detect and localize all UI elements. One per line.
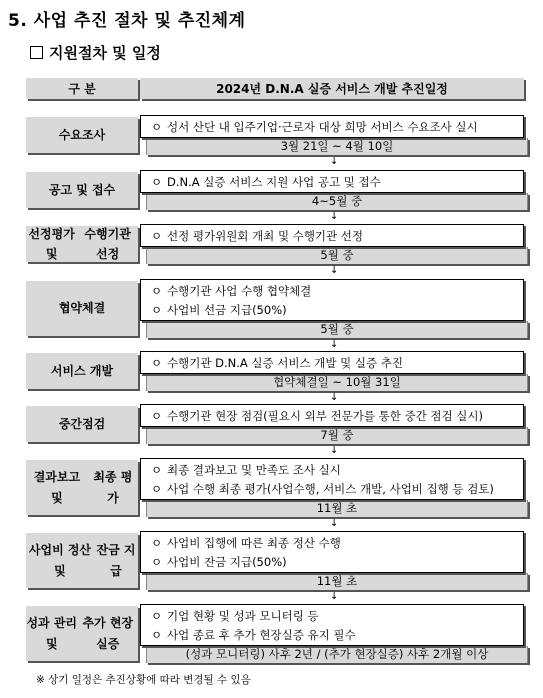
bullet-icon: ㅇ: [151, 303, 163, 317]
process-step-period: 협약체결일 ~ 10월 31일: [146, 374, 528, 391]
process-step-label-line: 수행기관 선정: [84, 226, 131, 261]
list-item-text: 사업 수행 최종 평가(사업수행, 서비스 개발, 사업비 집행 등 검토): [167, 482, 494, 496]
process-step-period: 7월 중: [146, 427, 528, 444]
process-step-label-line: 선정평가 및: [28, 226, 75, 261]
down-arrow-icon: ↓: [330, 518, 339, 529]
bullet-icon: ㅇ: [151, 482, 163, 496]
list-item: [151, 626, 523, 645]
bullet-icon: ㅇ: [151, 536, 163, 550]
list-item: [151, 227, 523, 246]
process-step-label-line: 공고 및 접수: [48, 182, 116, 197]
table-header-schedule: 2024년 D.N.A 실증 서비스 개발 추진일정: [140, 78, 524, 99]
process-step-label: [26, 117, 138, 153]
list-item-text: 수행기관 D.N.A 실증 서비스 개발 및 실증 추진: [167, 356, 403, 370]
list-item-text: 수행기관 현장 점검(필요시 외부 전문가를 통한 중간 점검 실시): [167, 409, 483, 423]
process-step-items: [140, 531, 524, 573]
process-step-label-line: 수요조사: [58, 127, 106, 142]
list-item-text: 사업 종료 후 추가 현장실증 유지 필수: [167, 628, 356, 642]
bullet-icon: ㅇ: [151, 284, 163, 298]
down-arrow-icon: ↓: [330, 156, 339, 167]
process-step-content: [140, 115, 524, 155]
process-step-items: [140, 351, 524, 374]
list-item-text: 성서 산단 내 입주기업·근로자 대상 희망 서비스 수요조사 실시: [167, 120, 478, 134]
list-item-text: 사업비 집행에 따른 최종 정산 수행: [167, 536, 341, 550]
bullet-icon: ㅇ: [151, 609, 163, 623]
process-step-content: [140, 224, 524, 264]
bullet-icon: ㅇ: [151, 555, 163, 569]
process-step-label: [26, 460, 138, 515]
list-item-text: 사업비 선금 지급(50%): [167, 303, 287, 317]
table-header-category: 구 분: [26, 78, 138, 99]
process-step-items: [140, 404, 524, 427]
bullet-icon: ㅇ: [151, 628, 163, 642]
list-item: [151, 282, 523, 301]
list-item: [151, 118, 523, 137]
list-item: [151, 480, 523, 499]
list-item: [151, 607, 523, 626]
process-step-label: [26, 533, 138, 588]
list-item: [151, 553, 523, 572]
bullet-icon: ㅇ: [151, 120, 163, 134]
down-arrow-icon: ↓: [330, 265, 339, 276]
process-step-content: [140, 170, 524, 210]
down-arrow-icon: ↓: [330, 211, 339, 222]
process-step-items: [140, 458, 524, 500]
process-step-label: [26, 606, 138, 661]
list-item-text: 수행기관 사업 수행 협약체결: [167, 284, 312, 298]
process-step-label: [26, 353, 138, 389]
process-step-items: [140, 115, 524, 138]
list-item: [151, 461, 523, 480]
process-step-label: [26, 226, 138, 262]
process-step-items: [140, 279, 524, 321]
checkbox-square-icon: [30, 46, 43, 59]
process-step-period: 11월 초: [146, 500, 528, 517]
footnote: ※ 상기 일정은 추진상황에 따라 변경될 수 있음: [36, 674, 251, 686]
bullet-icon: ㅇ: [151, 356, 163, 370]
list-item: [151, 407, 523, 426]
process-step-label-line: 서비스 개발: [50, 363, 114, 378]
process-step-content: [140, 351, 524, 391]
bullet-icon: ㅇ: [151, 175, 163, 189]
subsection-title-text: 지원절차 및 일정: [49, 44, 161, 62]
subsection-title: [30, 42, 161, 63]
process-step-items: [140, 604, 524, 646]
list-item-text: 사업비 잔금 지급(50%): [167, 555, 287, 569]
process-step-items: [140, 224, 524, 247]
process-step-period: 5월 중: [146, 321, 528, 338]
list-item: [151, 301, 523, 320]
list-item-text: 선정 평가위원회 개최 및 수행기관 선정: [167, 229, 364, 243]
process-step-label: [26, 281, 138, 336]
down-arrow-icon: ↓: [330, 339, 339, 350]
process-step-label-line: 사업비 정산 및: [28, 543, 92, 578]
list-item-text: D.N.A 실증 서비스 지원 사업 공고 및 접수: [167, 175, 381, 189]
process-step-label-line: 성과 관리 및: [26, 616, 78, 651]
process-step-label: [26, 172, 138, 208]
process-step-content: [140, 279, 524, 338]
bullet-icon: ㅇ: [151, 229, 163, 243]
process-step-label-line: 최종 평가: [93, 470, 133, 505]
process-step-label-line: 협약체결: [58, 301, 106, 316]
process-step-label-line: 중간점검: [58, 416, 106, 431]
down-arrow-icon: ↓: [330, 445, 339, 456]
process-step-label-line: 잔금 지급: [96, 543, 136, 578]
process-step-content: [140, 531, 524, 590]
process-step-period: 4~5월 중: [146, 193, 528, 210]
list-item-text: 기업 현황 및 성과 모니터링 등: [167, 609, 319, 623]
process-step-content: [140, 404, 524, 444]
down-arrow-icon: ↓: [330, 392, 339, 403]
down-arrow-icon: ↓: [330, 591, 339, 602]
section-title: 5. 사업 추진 절차 및 추진체계: [8, 11, 246, 31]
process-step-period: (성과 모니터링) 사후 2년 / (추가 현장실증) 사후 2개월 이상: [146, 646, 528, 663]
process-step-content: [140, 604, 524, 663]
process-step-label-line: 추가 현장 실증: [82, 616, 134, 651]
list-item: [151, 354, 523, 373]
process-step-content: [140, 458, 524, 517]
process-step-label-line: 결과보고 및: [33, 470, 81, 505]
process-step-items: [140, 170, 524, 193]
list-item: [151, 534, 523, 553]
bullet-icon: ㅇ: [151, 409, 163, 423]
process-step-period: 5월 중: [146, 247, 528, 264]
process-step-label: [26, 406, 138, 442]
list-item-text: 최종 결과보고 및 만족도 조사 실시: [167, 463, 341, 477]
process-step-period: 11월 초: [146, 573, 528, 590]
bullet-icon: ㅇ: [151, 463, 163, 477]
list-item: [151, 173, 523, 192]
process-step-period: 3월 21일 ~ 4월 10일: [146, 138, 528, 155]
